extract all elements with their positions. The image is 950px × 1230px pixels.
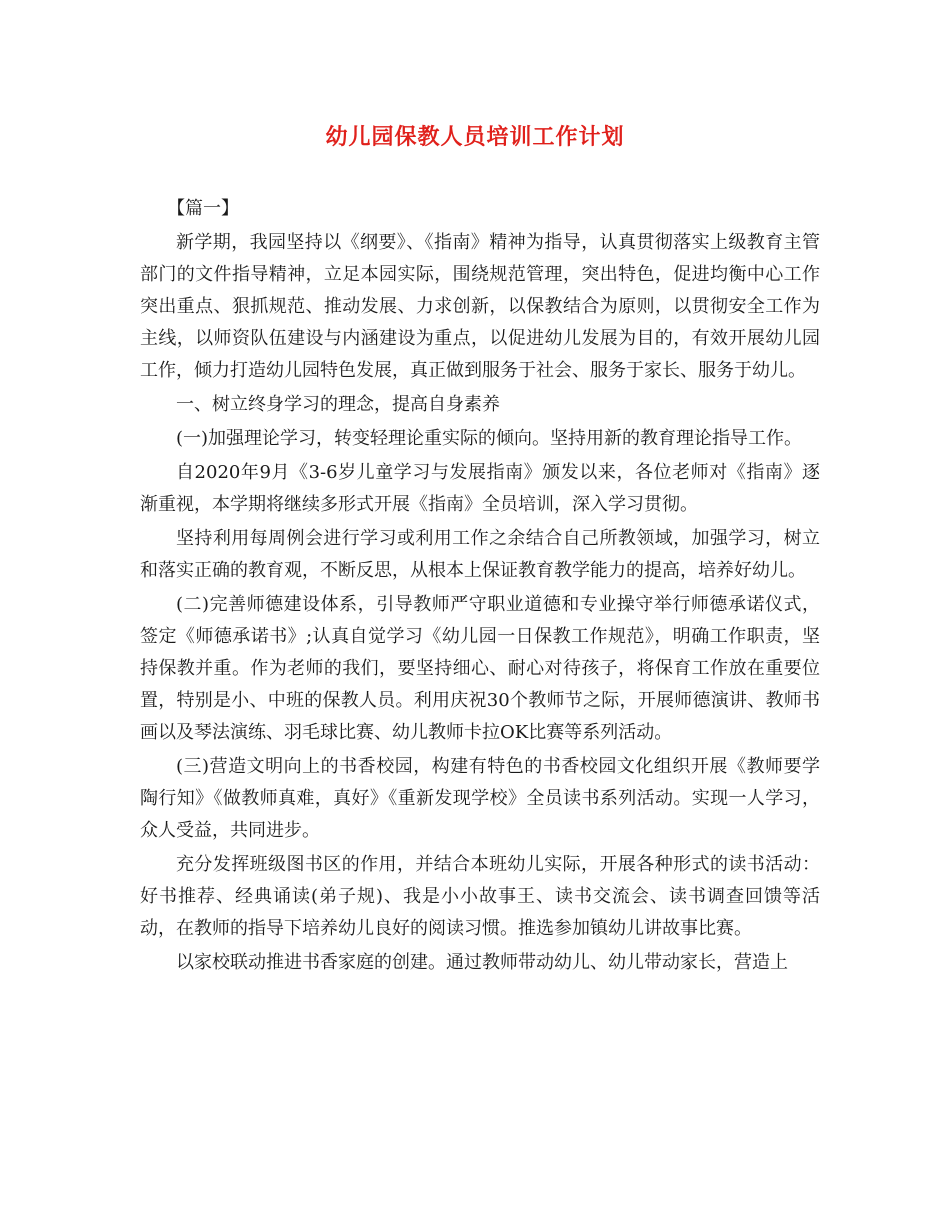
document-body <box>140 193 820 979</box>
document-title: 幼儿园保教人员培训工作计划 <box>325 124 625 150</box>
paragraph-reading-campus: (三)营造文明向上的书香校园，构建有特色的书香校园文化组织开展《教师要学陶行知》《做教师真难，真好》《重新发现学校》全员读书系列活动。实现一人学习，众人受益，共同进步。 <box>140 756 820 841</box>
paragraph-guide-training: 自2020年9月《3-6岁儿童学习与发展指南》颁发以来，各位老师对《指南》逐渐重视，本学期将继续多形式开展《指南》全员培训，深入学习贯彻。 <box>140 462 820 515</box>
paragraph-family-reading: 以家校联动推进书香家庭的创建。通过教师带动幼儿、幼儿带动家长，营造上 <box>176 952 788 973</box>
paragraph-ethics: (二)完善师德建设体系，引导教师严守职业道德和专业操守举行师德承诺仪式，签定《师德承诺书》;认真自觉学习《幼儿园一日保教工作规范》，明确工作职责，坚持保教并重。作为老师的我们，要坚持细心、耐心对待孩子，将保育工作放在重要位置，特别是小、中班的保教人员。利用庆祝30个教师节之际，开展师德演讲、教师书画以及琴法演练、羽毛球比赛、幼儿教师卡拉OK比赛等系列活动。 <box>140 594 820 743</box>
section-label: 【篇一】 <box>167 198 239 219</box>
paragraph-theory-study: (一)加强理论学习，转变轻理论重实际的倾向。坚持用新的教育理论指导工作。 <box>176 428 803 449</box>
heading-section-1: 一、树立终身学习的理念，提高自身素养 <box>176 394 500 415</box>
paragraph-intro: 新学期，我园坚持以《纲要》、《指南》精神为指导，认真贯彻落实上级教育主管部门的文件指导精神，立足本园实际，围绕规范管理，突出特色，促进均衡中心工作突出重点、狠抓规范、推动发展、力求创新，以保教结合为原则，以贯彻安全工作为主线，以师资队伍建设与内涵建设为重点，以促进幼儿发展为目的，有效开展幼儿园工作，倾力打造幼儿园特色发展，真正做到服务于社会、服务于家长、服务于幼儿。 <box>140 232 820 381</box>
paragraph-class-library: 充分发挥班级图书区的作用，并结合本班幼儿实际，开展各种形式的读书活动：好书推荐、经典诵读(弟子规)、我是小小故事王、读书交流会、读书调查回馈等活动，在教师的指导下培养幼儿良好的阅读习惯。推选参加镇幼儿讲故事比赛。 <box>140 854 820 939</box>
paragraph-weekly-meeting: 坚持利用每周例会进行学习或利用工作之余结合自己所教领域，加强学习，树立和落实正确的教育观，不断反思，从根本上保证教育教学能力的提高，培养好幼儿。 <box>140 528 820 581</box>
